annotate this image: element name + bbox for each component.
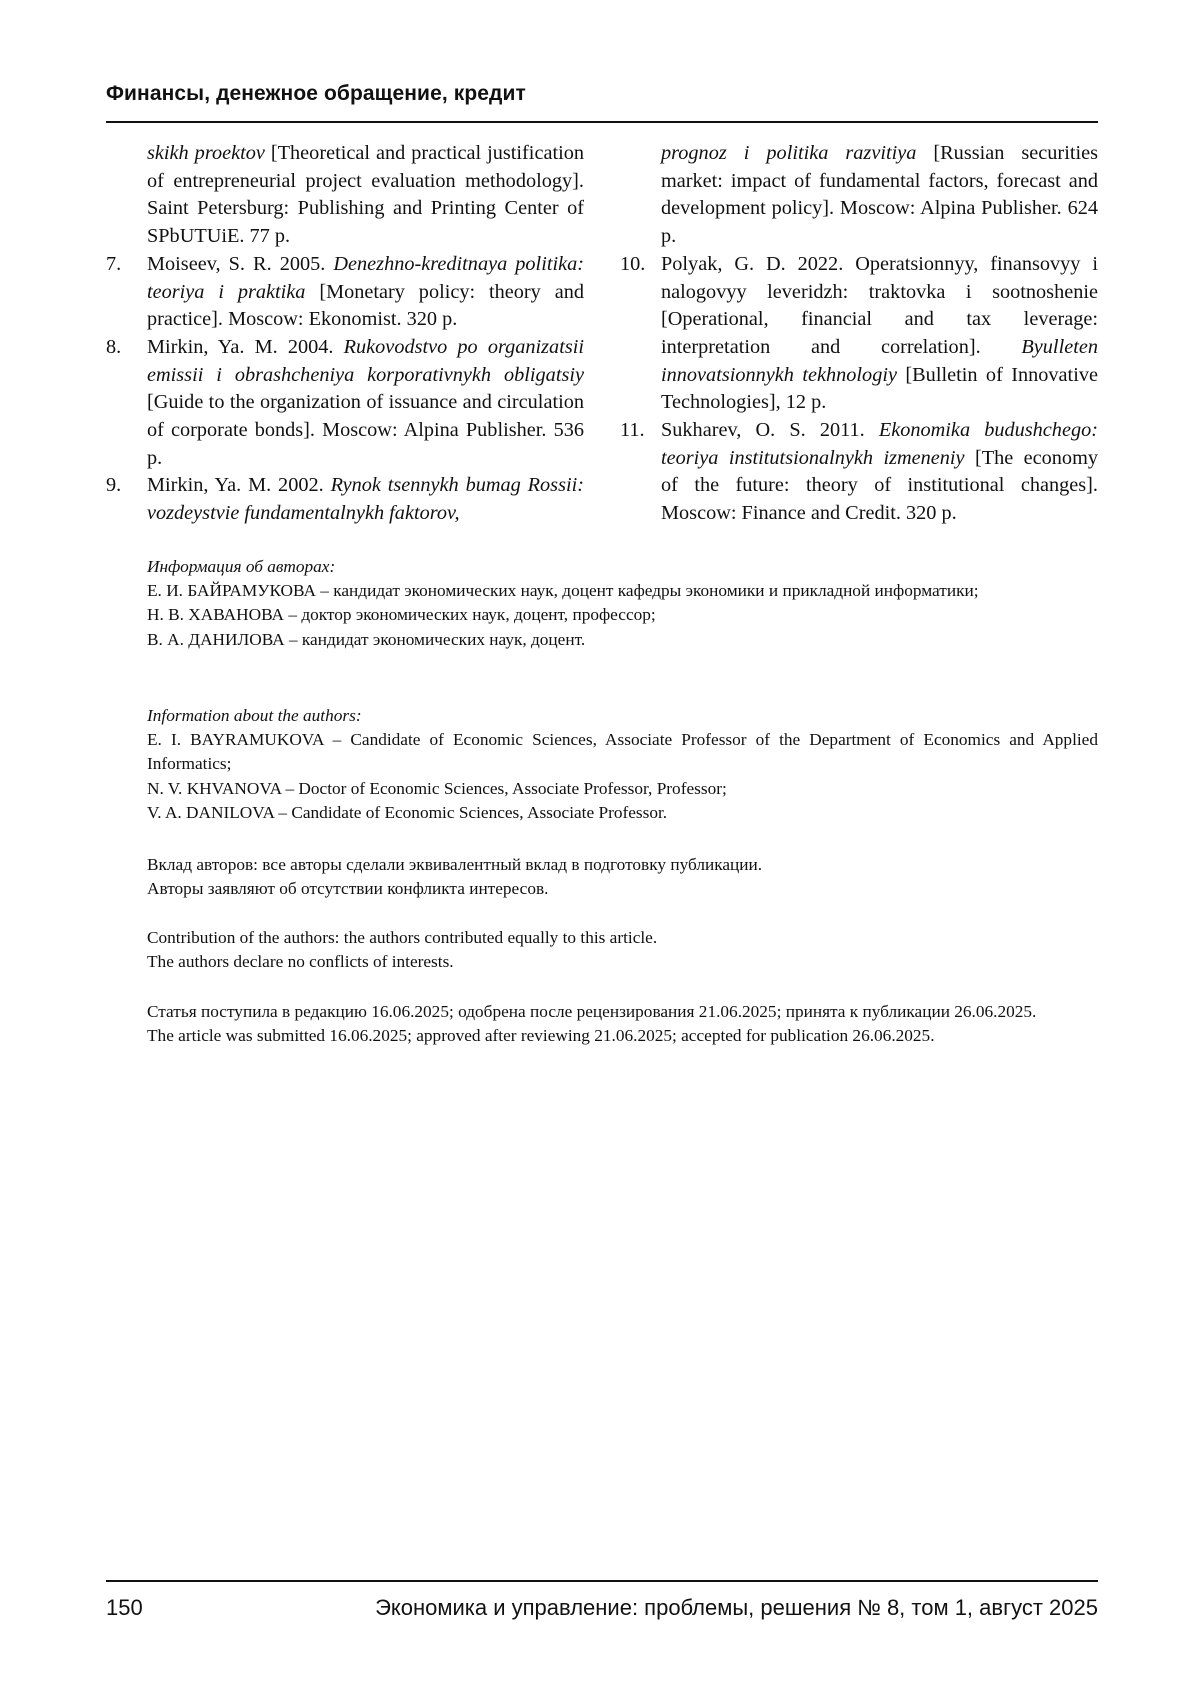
author-line: Н. В. ХАВАНОВА – доктор экономических наук, доцент, профессор; <box>147 605 656 625</box>
author-line: E. I. BAYRAMUKOVA – Candidate of Economic Sciences, Associate Professor of the Department of Economics and Applied Informatics; <box>147 730 1098 774</box>
page-number: 150 <box>106 1595 143 1620</box>
reference-author: Mirkin, Ya. M. 2004. <box>147 335 344 358</box>
reference-text: [Theoretical and practical justification of entrepreneurial project evaluation methodology]. Saint Petersburg: Publishing and Printing Center of SPbUTUiE. 77 p. <box>147 142 584 248</box>
reference-author: Sukharev, O. S. 2011. <box>661 419 879 442</box>
reference-number: 9. <box>106 474 122 497</box>
conflict-line: The authors declare no conflicts of interests. <box>147 952 454 972</box>
page-footer <box>106 1595 1098 1625</box>
authors-heading-en: Information about the authors: <box>147 706 362 725</box>
author-line: N. V. KHVANOVA – Doctor of Economic Sciences, Associate Professor, Professor; <box>147 778 727 798</box>
footer-rule <box>106 1580 1098 1582</box>
reference-number: 11. <box>620 419 645 442</box>
reference-item-10 <box>620 251 1098 417</box>
reference-number: 8. <box>106 335 122 358</box>
reference-author: Mirkin, Ya. M. 2002. <box>147 474 331 497</box>
section-title: Финансы, денежное обращение, кредит <box>106 82 526 105</box>
reference-continued <box>620 140 1098 251</box>
reference-text: [Monetary policy: theory and practice]. Moscow: Ekonomist. 320 p. <box>147 280 584 331</box>
contribution-line: Contribution of the authors: the authors contributed equally to this article. <box>147 928 658 947</box>
authors-info-ru <box>147 555 1098 652</box>
reference-number: 10. <box>620 252 646 275</box>
dates-ru: Статья поступила в редакцию 16.06.2025; одобрена после рецензирования 21.06.2025; принята к публикации 26.06.2025. <box>147 1002 1037 1021</box>
reference-item-11 <box>620 417 1098 528</box>
reference-item-8 <box>106 334 584 473</box>
authors-heading-ru: Информация об авторах: <box>147 557 336 576</box>
reference-number: 7. <box>106 252 122 275</box>
reference-author: Polyak, G. D. 2022. Operatsionnyy, finansovyy i nalogovyy leveridzh: traktovka i sootnoshenie [Operational, financial and tax leverage: interpretation and correlation]. <box>661 252 1098 358</box>
reference-text: [Guide to the organization of issuance and circulation of corporate bonds]. Moscow: Alpina Publisher. 536 p. <box>147 391 584 469</box>
authors-info-en <box>147 704 1098 825</box>
conflict-line: Авторы заявляют об отсутствии конфликта интересов. <box>147 879 549 899</box>
reference-text: [The economy of the future: theory of institutional changes]. Moscow: Finance and Credit. 320 p. <box>661 446 1098 525</box>
reference-title: Rynok tsennykh bumag Rossii: vozdeystvie fundamentalnykh faktorov, <box>147 474 584 525</box>
reference-text: [Bulletin of Innovative Technologies], 12 p. <box>661 363 1098 414</box>
reference-title: Ekonomika budushchego: teoriya institutsionalnykh izmeneniy <box>661 419 1098 469</box>
author-line: В. А. ДАНИЛОВА – кандидат экономических наук, доцент. <box>147 629 586 649</box>
references-right-column <box>620 140 1098 528</box>
article-dates <box>147 1000 1098 1048</box>
reference-title: Denezhno-kreditnaya politika: teoriya i praktika <box>147 252 584 303</box>
reference-title: Byulleten innovatsionnykh tekhnologiy <box>661 335 1098 386</box>
reference-continued <box>106 140 584 251</box>
author-line: Е. И. БАЙРАМУКОВА – кандидат экономических наук, доцент кафедры экономики и прикладной информатики; <box>147 581 979 601</box>
header-rule <box>106 121 1098 123</box>
reference-title: prognoz i politika razvitiya <box>661 142 917 164</box>
reference-title: Rukovodstvo po organizatsii emissii i obrashcheniya korporativnykh obligatsiy <box>147 335 584 386</box>
author-line: V. A. DANILOVA – Candidate of Economic Sciences, Associate Professor. <box>147 802 668 822</box>
reference-author: Moiseev, S. R. 2005. <box>147 252 334 275</box>
contribution-en <box>147 926 1098 974</box>
contribution-ru <box>147 853 1098 901</box>
reference-text: [Russian securities market: impact of fundamental factors, forecast and development policy]. Moscow: Alpina Publisher. 624 p. <box>661 142 1098 248</box>
references-left-column <box>106 140 584 528</box>
reference-item-7 <box>106 251 584 334</box>
reference-title: skikh proektov <box>147 142 265 164</box>
contribution-line: Вклад авторов: все авторы сделали эквивалентный вклад в подготовку публикации. <box>147 855 763 874</box>
reference-item-9 <box>106 472 584 527</box>
dates-en: The article was submitted 16.06.2025; approved after reviewing 21.06.2025; accepted for publication 26.06.2025. <box>147 1026 935 1046</box>
journal-title: Экономика и управление: проблемы, решения № 8, том 1, август 2025 <box>375 1595 1098 1620</box>
